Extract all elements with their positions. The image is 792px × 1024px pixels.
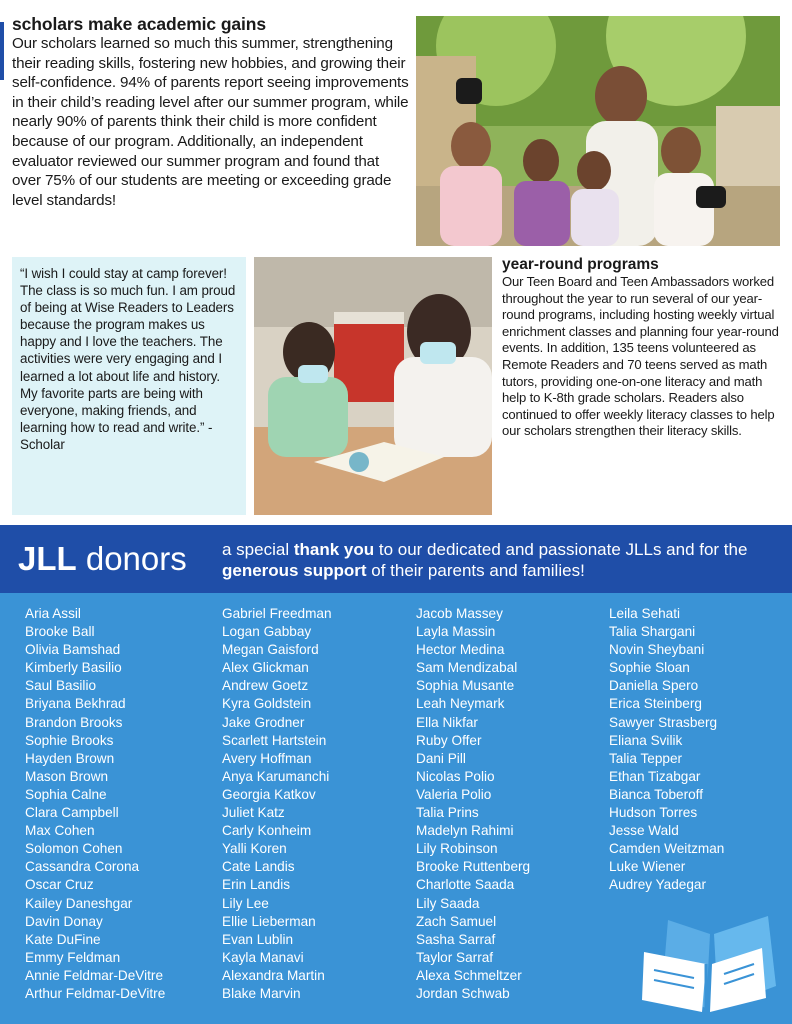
donor-name: Kailey Daneshgar	[25, 895, 133, 911]
donor-name: Jordan Schwab	[416, 985, 510, 1001]
scholar-quote: “I wish I could stay at camp forever! The class is so much fun. I am proud of being at Wise Readers to Leaders because the program makes us happy and I love the teachers. The activities were very engaging and I learned a lot about life and history. My favorite parts are being with everyone, making friends, and learning how to read and write.” - Scholar	[20, 266, 236, 452]
donor-name: Emmy Feldman	[25, 949, 121, 965]
donor-name: Brandon Brooks	[25, 714, 123, 730]
donor-name: Gabriel Freedman	[222, 606, 332, 621]
donor-name: Valeria Polio	[416, 786, 492, 802]
donor-name: Sophie Sloan	[609, 660, 690, 676]
donor-name: Carly Konheim	[222, 823, 312, 839]
donor-name: Jake Grodner	[222, 714, 305, 730]
donor-name: Sophia Musante	[416, 678, 515, 694]
donor-name: Talia Tepper	[609, 750, 683, 766]
donor-name: Scarlett Hartstein	[222, 732, 327, 748]
donor-title: JLL donors	[18, 540, 187, 577]
donor-name: Sawyer Strasberg	[609, 714, 718, 730]
donor-name: Audrey Yadegar	[609, 877, 706, 893]
donor-name: Clara Campbell	[25, 805, 119, 821]
donor-name: Talia Shargani	[609, 624, 696, 640]
scholar-quote-box	[12, 257, 246, 515]
donor-name: Madelyn Rahimi	[416, 823, 514, 839]
donor-name: Dani Pill	[416, 750, 466, 766]
donor-name: Sophia Calne	[25, 786, 107, 802]
donor-name: Erica Steinberg	[609, 696, 702, 712]
year-round-body: Our Teen Board and Teen Ambassadors worked throughout the year to run several of our year-round programs, including hosting weekly virtual enrichment classes and planning four year-round events. In addition, 135 teens volunteered as Remote Readers and 70 teens served as math tutors, providing one-on-one literacy and math help to K-8th grade scholars. Readers also continued to offer weekly literacy classes to help our scholars strengthen their literacy skills.	[502, 274, 779, 439]
accent-rule	[0, 22, 4, 80]
donor-name: Alexandra Martin	[222, 967, 325, 983]
donor-column-4	[609, 605, 724, 895]
donor-name: Sasha Sarraf	[416, 931, 496, 947]
donor-name: Ethan Tizabgar	[609, 768, 701, 784]
donor-name: Yalli Koren	[222, 841, 287, 857]
donor-name: Alexa Schmeltzer	[416, 967, 522, 983]
open-book-icon	[640, 912, 782, 1012]
donor-name: Georgia Katkov	[222, 786, 316, 802]
donor-name: Cate Landis	[222, 859, 295, 875]
donor-name: Mason Brown	[25, 768, 109, 784]
donor-name: Novin Sheybani	[609, 642, 705, 658]
donor-name: Juliet Katz	[222, 805, 285, 821]
donor-name: Lily Lee	[222, 895, 269, 911]
donor-name: Erin Landis	[222, 877, 291, 893]
donor-name: Layla Massin	[416, 624, 496, 640]
donor-name: Ella Nikfar	[416, 714, 478, 730]
donor-name: Luke Wiener	[609, 859, 686, 875]
donor-name: Kayla Manavi	[222, 949, 304, 965]
donor-name: Avery Hoffman	[222, 750, 312, 766]
donor-name: Arthur Feldmar-DeVitre	[25, 985, 166, 1001]
donor-name: Olivia Bamshad	[25, 642, 121, 658]
donor-header-band	[0, 525, 792, 593]
donor-name: Aria Assil	[25, 606, 81, 621]
donor-name: Sophie Brooks	[25, 732, 114, 748]
academic-gains-heading: scholars make academic gains	[12, 14, 267, 34]
donor-name: Bianca Toberoff	[609, 786, 703, 802]
donor-name: Ruby Offer	[416, 732, 482, 748]
donor-name: Charlotte Saada	[416, 877, 515, 893]
donor-name: Briyana Bekhrad	[25, 696, 126, 712]
donor-name: Leah Neymark	[416, 696, 505, 712]
donor-thank-you-message: a special thank you to our dedicated and passionate JLLs and for the generous support of their parents and families!	[222, 540, 748, 580]
donor-column-2	[222, 605, 332, 1003]
donor-name: Anya Karumanchi	[222, 768, 330, 784]
donor-name: Max Cohen	[25, 823, 95, 839]
donor-name: Zach Samuel	[416, 913, 497, 929]
donor-name: Solomon Cohen	[25, 841, 123, 857]
donor-name: Hayden Brown	[25, 750, 115, 766]
donor-name: Hudson Torres	[609, 805, 698, 821]
academic-gains-section	[12, 14, 410, 210]
donor-name: Blake Marvin	[222, 985, 301, 1001]
donor-name: Daniella Spero	[609, 678, 699, 694]
donor-name: Oscar Cruz	[25, 877, 94, 893]
donor-name: Kimberly Basilio	[25, 660, 122, 676]
donor-name: Ellie Lieberman	[222, 913, 316, 929]
academic-gains-body: Our scholars learned so much this summer, strengthening their reading skills, fostering new hobbies, and growing their self-confidence. 94% of parents report seeing improvements in their child’s reading level after our summer program, while nearly 90% of parents think their child is more confident because of our program. Additionally, an independent evaluator reviewed our summer program and found that over 75% of our students are meeting or exceeding grade level standards!	[12, 35, 409, 209]
donor-name: Cassandra Corona	[25, 859, 140, 875]
donor-name: Brooke Ball	[25, 624, 95, 640]
year-round-heading: year-round programs	[502, 256, 659, 273]
donor-name: Eliana Svilik	[609, 732, 683, 748]
donor-name: Andrew Goetz	[222, 678, 309, 694]
donor-name: Camden Weitzman	[609, 841, 725, 857]
donor-name: Alex Glickman	[222, 660, 309, 676]
donor-column-1	[25, 605, 165, 1003]
donor-name: Hector Medina	[416, 642, 505, 658]
donor-name: Annie Feldmar-DeVitre	[25, 967, 164, 983]
donor-column-3	[416, 605, 530, 1003]
donor-name: Evan Lublin	[222, 931, 294, 947]
donor-name: Leila Sehati	[609, 606, 681, 621]
donor-name: Davin Donay	[25, 913, 103, 929]
donor-name: Brooke Ruttenberg	[416, 859, 531, 875]
donor-name: Saul Basilio	[25, 678, 97, 694]
donor-name: Taylor Sarraf	[416, 949, 494, 965]
donor-name: Jesse Wald	[609, 823, 679, 839]
donor-name: Logan Gabbay	[222, 624, 312, 640]
donor-name: Talia Prins	[416, 805, 479, 821]
donor-name: Nicolas Polio	[416, 768, 495, 784]
donor-name: Lily Saada	[416, 895, 480, 911]
donor-name: Lily Robinson	[416, 841, 498, 857]
donor-name: Kate DuFine	[25, 931, 101, 947]
year-round-section	[502, 256, 784, 440]
donor-name: Jacob Massey	[416, 606, 503, 621]
donor-name: Sam Mendizabal	[416, 660, 518, 676]
donor-name: Megan Gaisford	[222, 642, 319, 658]
kids-masks-photo	[416, 16, 780, 246]
donor-name: Kyra Goldstein	[222, 696, 312, 712]
reading-session-photo	[254, 257, 492, 515]
